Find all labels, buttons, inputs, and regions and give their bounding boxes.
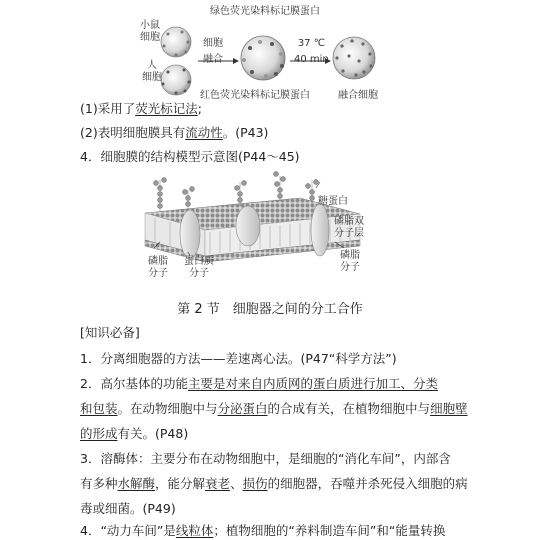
item-2-line-3: 的形成有关。(P48) bbox=[80, 426, 189, 441]
protein-right bbox=[311, 204, 329, 256]
protein-middle bbox=[236, 206, 260, 246]
cell-wall-answer: 细胞壁 bbox=[430, 401, 468, 416]
protein-left bbox=[180, 210, 200, 258]
mouse-cell-label: 小鼠 细胞 bbox=[140, 20, 160, 43]
aging-answer: 衰老 bbox=[205, 476, 231, 491]
note-1: (1)采用了荧光标记法; bbox=[80, 101, 202, 116]
secretory-protein-answer: 分泌蛋白 bbox=[217, 401, 268, 416]
temperature-time-label: 37 ℃ 40 min bbox=[294, 38, 329, 65]
damaged-answer: 损伤 bbox=[242, 476, 268, 491]
phospholipid-left-label: 磷脂 分子 bbox=[148, 256, 168, 279]
mitochondria-answer: 线粒体 bbox=[175, 523, 214, 538]
section-title: 第 2 节 细胞器之间的分工合作 bbox=[177, 302, 363, 317]
fusion-arrow-label: 细胞 融合 bbox=[203, 38, 223, 65]
protein-label: 蛋白质 分子 bbox=[184, 256, 214, 279]
glycoprotein-label: 糖蛋白 bbox=[318, 196, 348, 207]
human-cell bbox=[161, 65, 191, 95]
knowledge-heading: [知识必备] bbox=[80, 325, 140, 340]
phospholipid-bilayer-label: 磷脂双 分子层 bbox=[334, 216, 364, 239]
heterokaryon-cell bbox=[241, 36, 285, 80]
item-2-line-1: 2．高尔基体的功能主要是对来自内质网的蛋白质进行加工、分类 bbox=[80, 376, 438, 391]
item-2-line-2: 和包装。在动物细胞中与分泌蛋白的合成有关，在植物细胞中与细胞壁 bbox=[80, 401, 468, 416]
item-3-line-3: 毒或细菌。(P49) bbox=[80, 501, 176, 516]
formation-answer: 的形成 bbox=[80, 426, 118, 441]
phospholipid-right-label: 磷脂 分子 bbox=[340, 250, 360, 273]
item-3-line-2: 有多种水解酶，能分解衰老、损伤的细胞器，吞噬并杀死侵入细胞的病 bbox=[80, 476, 468, 491]
golgi-packaging-answer: 和包装 bbox=[80, 401, 118, 416]
human-cell-label: 人 细胞 bbox=[142, 60, 162, 83]
green-dye-label: 绿色荧光染料标记膜蛋白 bbox=[210, 6, 320, 17]
item-3-line-1: 3．溶酶体：主要分布在动物细胞中，是细胞的“消化车间”，内部含 bbox=[80, 451, 451, 466]
red-dye-label: 红色荧光染料标记膜蛋白 bbox=[200, 90, 310, 101]
fused-cell bbox=[333, 37, 375, 79]
note-1-answer: 荧光标记法 bbox=[135, 101, 198, 116]
note-2: (2)表明细胞膜具有流动性。(P43) bbox=[80, 125, 269, 140]
item-1: 1．分离细胞器的方法——差速离心法。(P47“科学方法”) bbox=[80, 351, 397, 366]
fused-cell-label: 融合细胞 bbox=[338, 90, 378, 101]
golgi-function-answer: 主要是对来自内质网的蛋白质进行加工、分类 bbox=[187, 376, 438, 391]
hydrolase-answer: 水解酶 bbox=[117, 476, 156, 491]
item-4-line-1: 4．“动力车间”是线粒体；植物细胞的“养料制造车间”和“能量转换 bbox=[80, 523, 446, 538]
note-4-heading: 4．细胞膜的结构模型示意图(P44～45) bbox=[80, 149, 300, 164]
note-2-answer: 流动性 bbox=[185, 125, 223, 140]
